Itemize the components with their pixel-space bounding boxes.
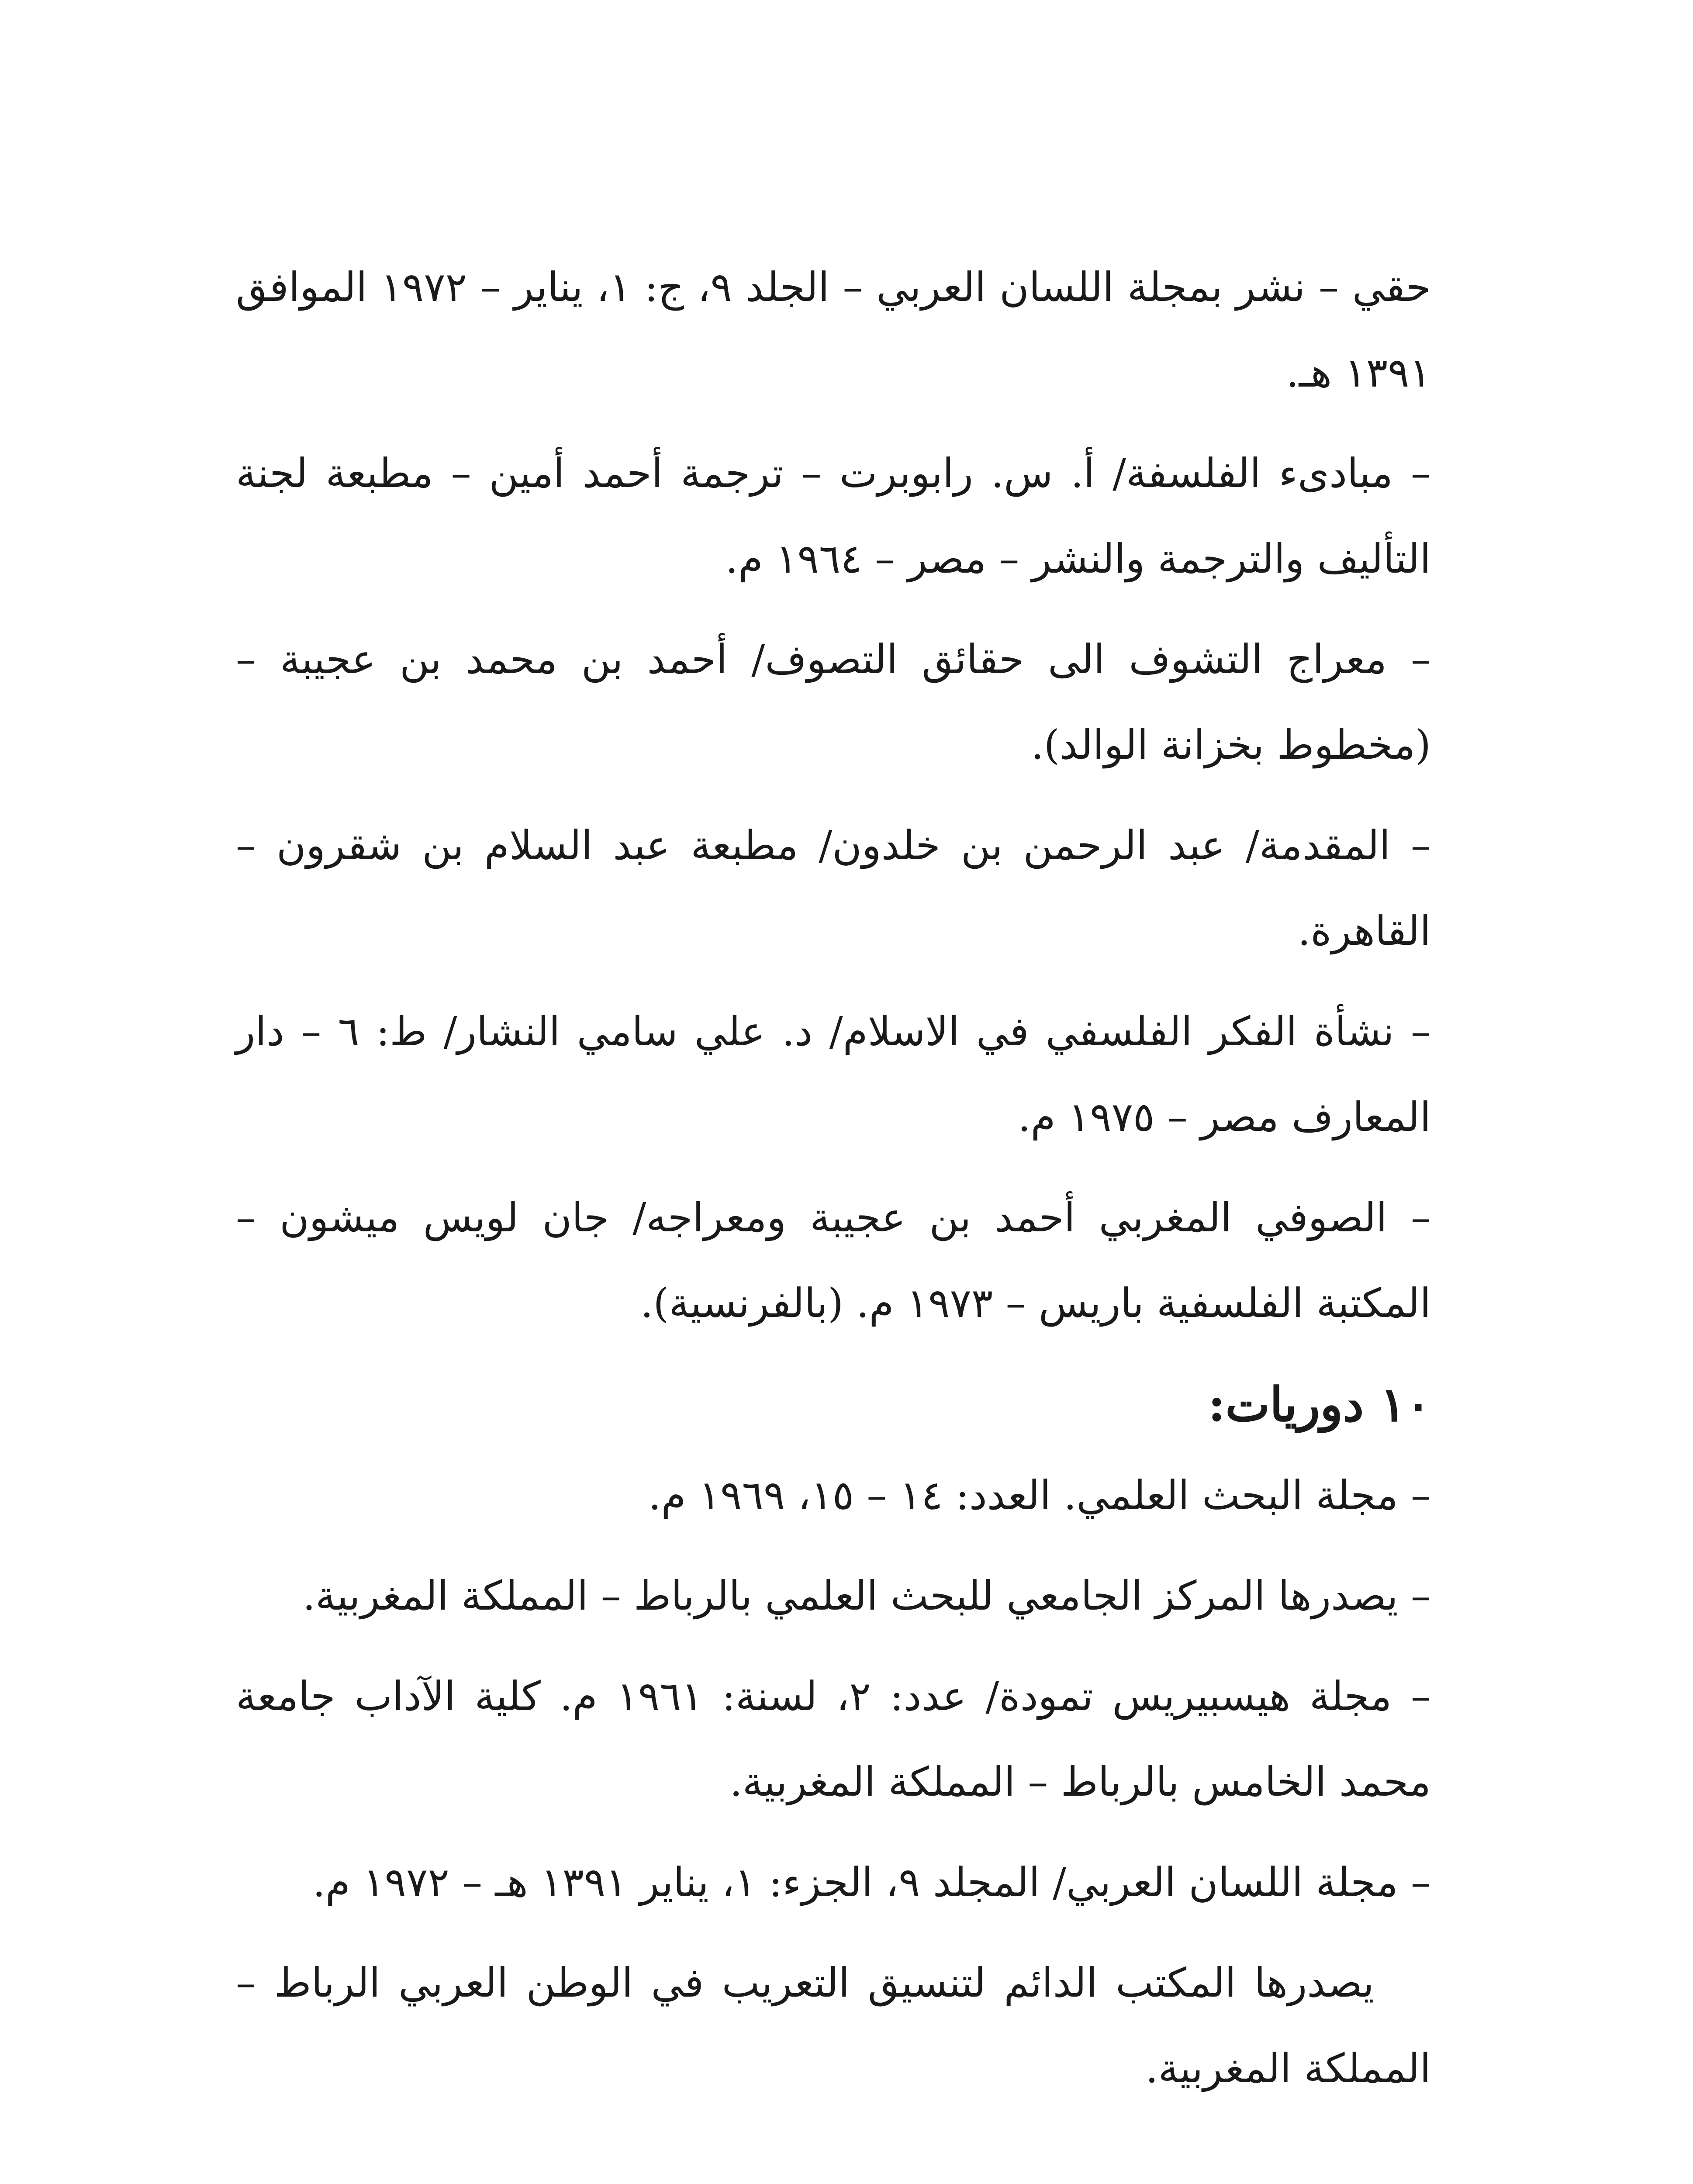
bibliography-entry: – مبادىء الفلسفة/ أ. س. رابوبرت – ترجمة أحمد أمين – مطبعة لجنة التأليف والترجمة والنشر – مصر – ١٩٦٤ م.: [236, 450, 1431, 582]
periodical-entry: – مجلة هيسبيريس تمودة/ عدد: ٢، لسنة: ١٩٦١ م. كلية الآداب جامعة محمد الخامس بالرباط – المملكة المغربية.: [236, 1673, 1431, 1805]
periodical-entry: – مجلة اللسان العربي/ المجلد ٩، الجزء: ١، يناير ١٣٩١ هـ – ١٩٧٢ م.: [312, 1859, 1431, 1906]
bibliography-entry: – الصوفي المغربي أحمد بن عجيبة ومعراجه/ جان لويس ميشون – المكتبة الفلسفية باريس – ١٩٧٣ م. (بالفرنسية).: [236, 1194, 1431, 1327]
periodical-entry: – يصدرها المركز الجامعي للبحث العلمي بالرباط – المملكة المغربية.: [302, 1572, 1431, 1619]
page-body: [236, 245, 1431, 2126]
closing-paragraph: يصدرها المكتب الدائم لتنسيق التعريب في الوطن العربي الرباط – المملكة المغربية.: [236, 1959, 1431, 2092]
section-heading-periodicals: ١٠ دوريات:: [1208, 1377, 1431, 1432]
bibliography-entry: – نشأة الفكر الفلسفي في الاسلام/ د. علي سامي النشار/ ط: ٦ – دار المعارف مصر – ١٩٧٥ م.: [236, 1008, 1431, 1140]
bibliography-entry-continued: حقي – نشر بمجلة اللسان العربي – الجلد ٩، ج: ١، يناير – ١٩٧٢ الموافق ١٣٩١ هـ.: [236, 264, 1431, 396]
bibliography-entry: – المقدمة/ عبد الرحمن بن خلدون/ مطبعة عبد السلام بن شقرون – القاهرة.: [236, 822, 1431, 954]
periodical-entry: – مجلة البحث العلمي. العدد: ١٤ – ١٥، ١٩٦٩ م.: [648, 1472, 1431, 1519]
bibliography-entry: – معراج التشوف الى حقائق التصوف/ أحمد بن محمد بن عجيبة – (مخطوط بخزانة الوالد).: [236, 636, 1431, 768]
